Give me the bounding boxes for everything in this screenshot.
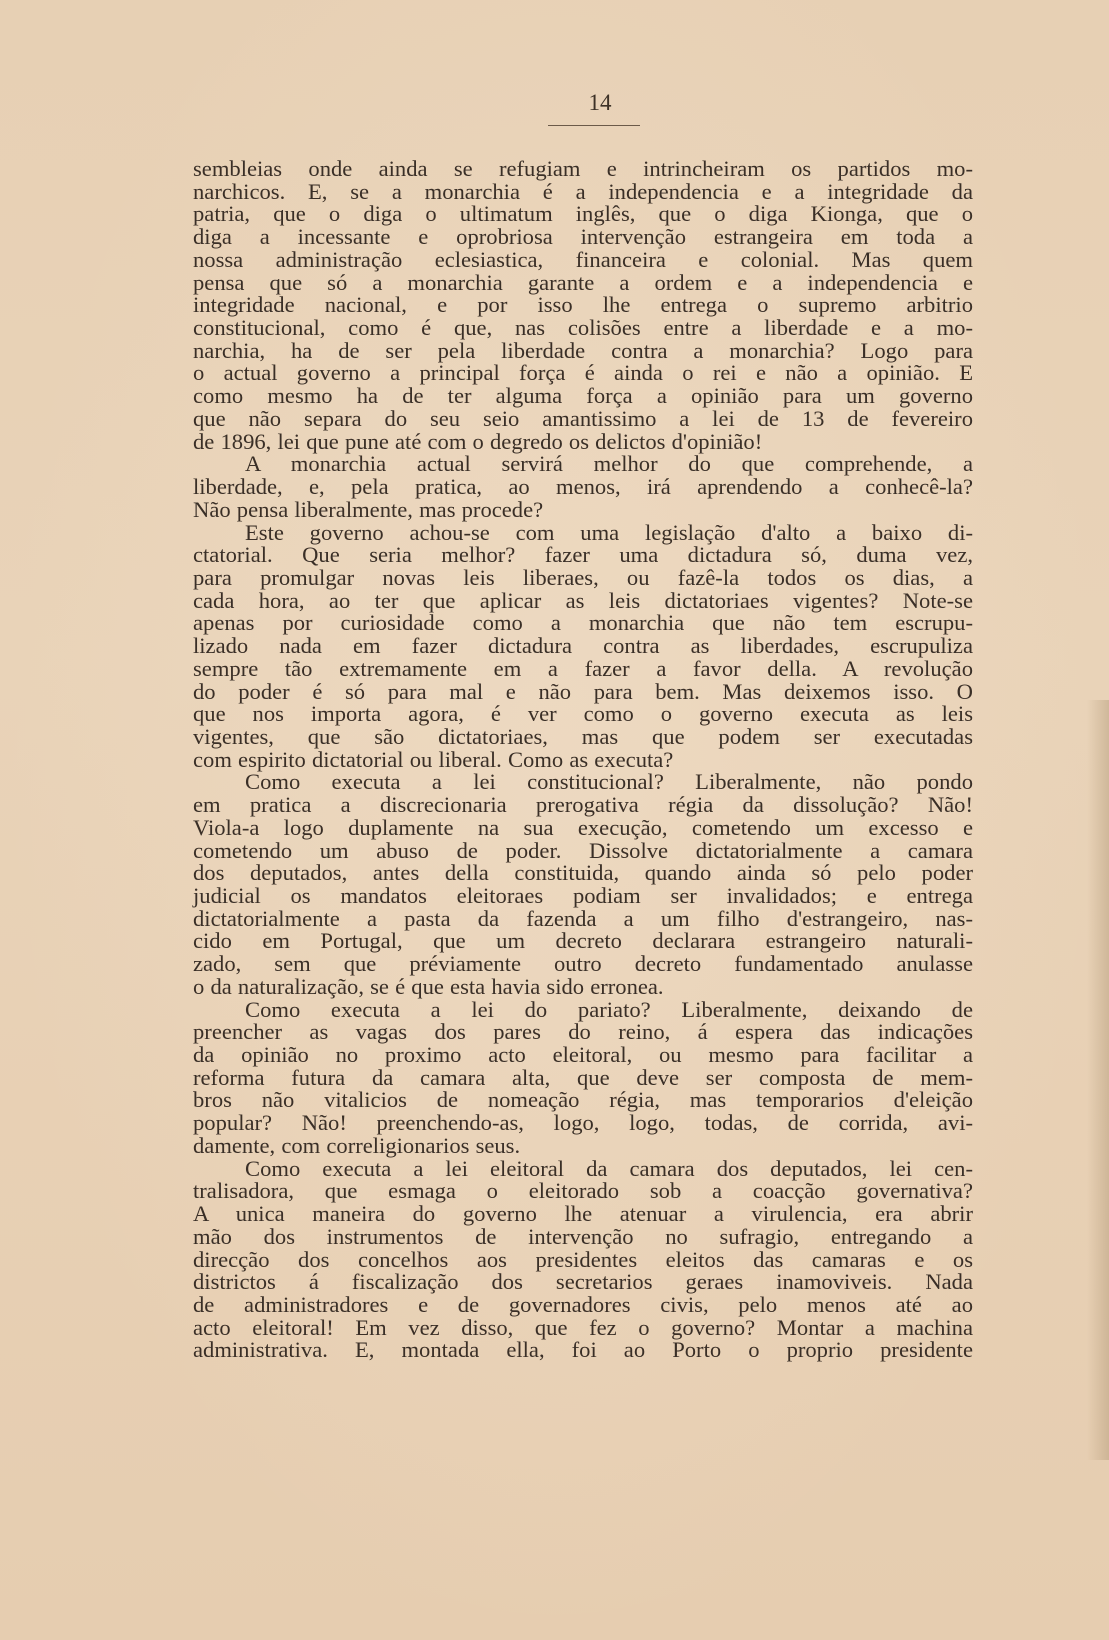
text-line: o actual governo a principal força é ainda o rei e não a opinião. E — [193, 360, 973, 386]
text-line: A monarchia actual servirá melhor do que comprehende, a — [245, 451, 973, 477]
text-line: vigentes, que são dictatoriaes, mas que podem ser executadas — [193, 723, 973, 749]
text-line: preencher as vagas dos pares do reino, á espera das indicações — [193, 1019, 973, 1045]
text-line: direcção dos concelhos aos presidentes eleitos das camaras e os — [193, 1246, 973, 1272]
text-line: dictatorialmente a pasta da fazenda a um filho d'estrangeiro, nas- — [193, 905, 973, 931]
text-line: para promulgar novas leis liberaes, ou fazê-la todos os dias, a — [193, 564, 973, 590]
text-line: Viola-a logo duplamente na sua execução, cometendo um excesso e — [193, 814, 973, 840]
text-line: patria, que o diga o ultimatum inglês, que o diga Kionga, que o — [193, 201, 973, 227]
body-text — [193, 158, 973, 1362]
text-line: acto eleitoral! Em vez disso, que fez o governo? Montar a machina — [193, 1314, 973, 1340]
text-line: judicial os mandatos eleitoraes podiam ser invalidados; e entrega — [193, 883, 973, 908]
text-line: Como executa a lei eleitoral da camara dos deputados, lei cen- — [245, 1155, 973, 1181]
text-line: liberdade, e, pela pratica, ao menos, irá aprendendo a conhecê-la? — [193, 474, 973, 500]
text-line: lizado nada em fazer dictadura contra as liberdades, escrupuliza — [193, 633, 973, 659]
text-line: narchia, ha de ser pela liberdade contra a monarchia? Logo para — [193, 337, 973, 363]
text-line: reforma futura da camara alta, que deve ser composta de mem- — [193, 1064, 973, 1090]
text-line: bros não vitalicios de nomeação régia, mas temporarios d'eleição — [193, 1087, 973, 1113]
text-line: como mesmo ha de ter alguma força a opinião para um governo — [193, 383, 973, 409]
text-line: o da naturalização, se é que esta havia sido erronea. — [193, 973, 664, 999]
text-line: do poder é só para mal e não para bem. Mas deixemos isso. O — [193, 678, 973, 704]
text-line: da opinião no proximo acto eleitoral, ou mesmo para facilitar a — [193, 1042, 973, 1068]
text-line: cido em Portugal, que um decreto declarara estrangeiro naturali- — [193, 928, 973, 954]
text-line: sembleias onde ainda se refugiam e intrincheiram os partidos mo- — [193, 156, 973, 181]
text-line: cometendo um abuso de poder. Dissolve dictatorialmente a camara — [193, 837, 973, 863]
text-line: tralisadora, que esmaga o eleitorado sob a coacção governativa? — [193, 1178, 973, 1204]
text-line: dos deputados, antes della constituida, quando ainda só pelo poder — [193, 860, 973, 886]
text-line: Como executa a lei constitucional? Liberalmente, não pondo — [245, 769, 973, 795]
text-line: sempre tão extremamente em a fazer a favor della. A revolução — [193, 655, 973, 681]
text-line: ctatorial. Que seria melhor? fazer uma dictadura só, duma vez, — [193, 542, 973, 568]
text-line: mão dos instrumentos de intervenção no sufragio, entregando a — [193, 1223, 973, 1249]
text-line: integridade nacional, e por isso lhe entrega o supremo arbitrio — [193, 292, 973, 318]
text-line: de 1896, lei que pune até com o degredo os delictos d'opinião! — [193, 428, 763, 454]
text-line: narchicos. E, se a monarchia é a independencia e a integridade da — [193, 178, 973, 204]
text-line: Este governo achou-se com uma legislação d'alto a baixo di- — [245, 519, 973, 545]
text-line: de administradores e de governadores civis, pelo menos até ao — [193, 1291, 973, 1317]
text-line: Não pensa liberalmente, mas procede? — [193, 496, 544, 522]
text-line: Como executa a lei do pariato? Liberalmente, deixando de — [245, 996, 973, 1022]
text-line: apenas por curiosidade como a monarchia que não tem escrupu- — [193, 610, 973, 636]
text-line: constitucional, como é que, nas colisões entre a liberdade e a mo- — [193, 315, 973, 341]
text-line: popular? Não! preenchendo-as, logo, logo, todas, de corrida, avi- — [193, 1110, 973, 1136]
page-number: 14 — [588, 90, 612, 115]
text-line: pensa que só a monarchia garante a ordem e a independencia e — [193, 269, 973, 295]
text-line: com espirito dictatorial ou liberal. Como as executa? — [193, 746, 674, 772]
page-edge-shadow — [1087, 700, 1109, 1460]
text-line: A unica maneira do governo lhe atenuar a virulencia, era abrir — [193, 1201, 973, 1227]
text-line: que nos importa agora, é ver como o governo executa as leis — [193, 701, 973, 727]
text-line: que não separa do seu seio amantissimo a lei de 13 de fevereiro — [193, 405, 973, 431]
text-line: cada hora, ao ter que aplicar as leis dictatoriaes vigentes? Note-se — [193, 587, 973, 613]
text-line: damente, com correligionarios seus. — [193, 1132, 521, 1158]
text-line: districtos á fiscalização dos secretarios geraes inamoviveis. Nada — [193, 1269, 973, 1295]
text-line: diga a incessante e oprobriosa intervenção estrangeira em toda a — [193, 224, 973, 250]
text-line: em pratica a discrecionaria prerogativa régia da dissolução? Não! — [193, 792, 973, 818]
page-number-rule — [548, 125, 640, 126]
text-line: zado, sem que préviamente outro decreto fundamentado anulasse — [193, 951, 973, 977]
text-line: administrativa. E, montada ella, foi ao Porto o proprio presidente — [193, 1337, 973, 1363]
text-line: nossa administração eclesiastica, financeira e colonial. Mas quem — [193, 246, 973, 272]
